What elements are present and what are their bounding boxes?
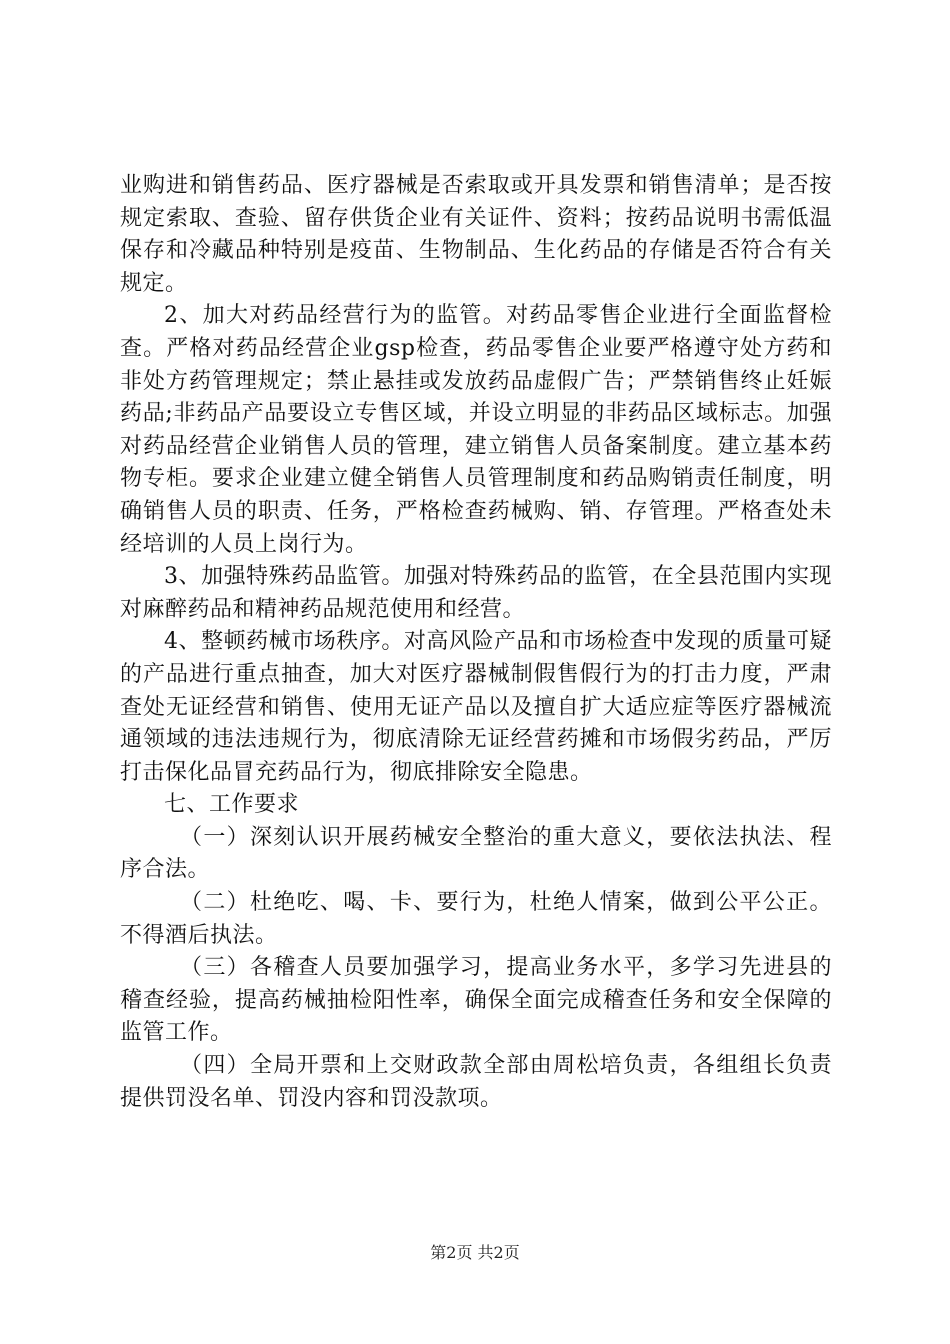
paragraph-continuation: 业购进和销售药品、医疗器械是否索取或开具发票和销售清单；是否按规定索取、查验、留存供货企业有关证件、资料；按药品说明书需低温保存和冷藏品种特别是疫苗、生物制品、生化药品的存储是否符合有关规定。 (120, 173, 832, 296)
page-number-footer: 第2页 共2页 (430, 1243, 520, 1262)
requirement-item-4: （四）全局开票和上交财政款全部由周松培负责，各组组长负责提供罚没名单、罚没内容和罚没款项。 (120, 1053, 832, 1111)
paragraph-item-2: 2、加大对药品经营行为的监管。对药品零售企业进行全面监督检查。严格对药品经营企业gsp检查，药品零售企业要严格遵守处方药和非处方药管理规定；禁止悬挂或发放药品虚假广告；严禁销售终止妊娠药品;非药品产品要设立专售区域，并设立明显的非药品区域标志。加强对药品经营企业销售人员的管理，建立销售人员备案制度。建立基本药物专柜。要求企业建立健全销售人员管理制度和药品购销责任制度，明确销售人员的职责、任务，严格检查药械购、销、存管理。严格查处未经培训的人员上岗行为。 (120, 303, 832, 557)
requirement-item-1: （一）深刻认识开展药械安全整治的重大意义，要依法执法、程序合法。 (120, 824, 832, 883)
document-body (120, 170, 832, 1115)
requirement-item-2: （二）杜绝吃、喝、卡、要行为，杜绝人情案，做到公平公正。不得酒后执法。 (120, 890, 832, 948)
paragraph-item-3: 3、加强特殊药品监管。加强对特殊药品的监管，在全县范围内实现对麻醉药品和精神药品规范使用和经营。 (120, 564, 832, 622)
section-heading-work-requirements: 七、工作要求 (164, 792, 300, 818)
paragraph-item-4: 4、整顿药械市场秩序。对高风险产品和市场检查中发现的质量可疑的产品进行重点抽查，加大对医疗器械制假售假行为的打击力度，严肃查处无证经营和销售、使用无证产品以及擅自扩大适应症等医疗器械流通领域的违法违规行为，彻底清除无证经营药摊和市场假劣药品，严厉打击保化品冒充药品行为，彻底排除安全隐患。 (120, 629, 832, 785)
requirement-item-3: （三）各稽查人员要加强学习，提高业务水平，多学习先进县的稽查经验，提高药械抽检阳性率，确保全面完成稽查任务和安全保障的监管工作。 (120, 955, 832, 1046)
